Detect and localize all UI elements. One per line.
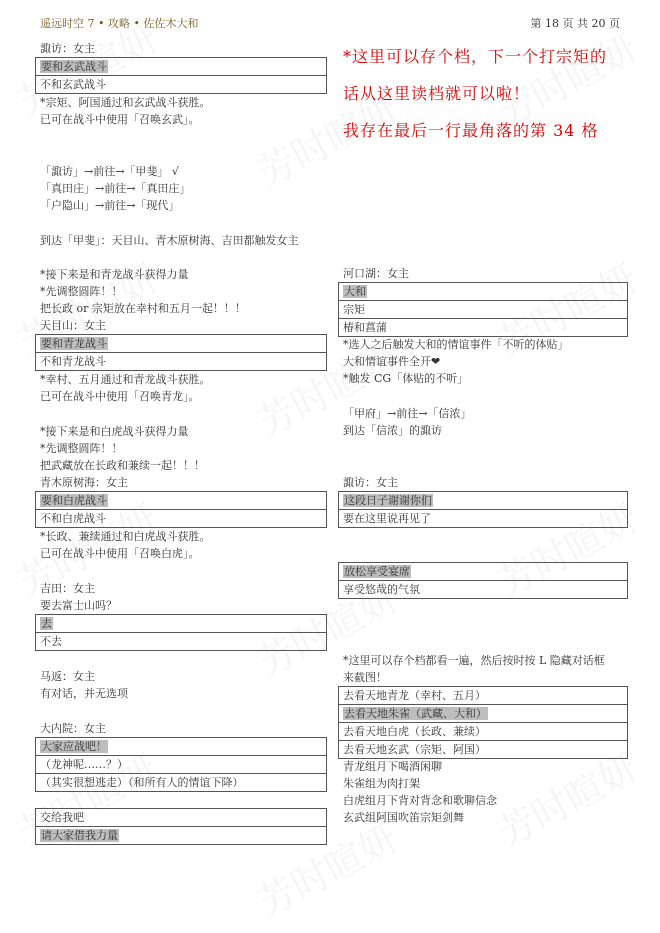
section-title: 天目山：女主 [40,319,106,332]
choice-box [338,562,628,599]
choice-option: 要和白虎战斗 [41,494,107,507]
note-text: 到达「信浓」的諏访 [343,424,442,437]
note-text: 已可在战斗中使用「召唤白虎」。 [40,547,200,560]
choice-option: 请大家借我力量 [36,826,326,844]
section-title: 吉田：女主 [40,582,95,595]
choice-box [35,737,327,792]
note-text: *宗矩、阿国通过和玄武战斗获胜。 [40,96,211,109]
choice-option: 要和青龙战斗 [41,337,107,350]
choice-option: 宗矩 [339,300,627,318]
note-text: 朱雀组为肉打架 [343,777,420,790]
page-number: 第 18 页 共 20 页 [530,17,620,30]
note-text: 已可在战斗中使用「召唤玄武」。 [40,113,200,126]
choice-option: 要和玄武战斗 [41,60,107,73]
highlight-note: *这里可以存个档，下一个打宗矩的 [343,47,608,66]
note-text: 到达「甲斐」：天目山、青木原树海、吉田都触发女主 [40,234,299,247]
choice-option: 交给我吧 [40,811,84,824]
note-text: *触发 CG「体贴的不听」 [343,372,469,385]
note-text: 来截图！ [343,671,387,684]
section-title: 諏访：女主 [343,476,398,489]
travel-step: 「户隐山」→前往→「现代」 [40,199,180,212]
note-text: *先调整圆阵！！ [40,285,123,298]
choice-option: 去看天地玄武（宗矩、阿国） [339,740,627,758]
choice-option: 不和玄武战斗 [36,75,326,93]
choice-box [35,334,327,371]
choice-box [338,491,628,528]
note-text: *长政、兼续通过和白虎战斗获胜。 [40,530,211,543]
travel-step: 「真田庄」→前往→「真田庄」 [40,182,191,195]
note-text: *先调整圆阵！！ [40,442,123,455]
section-title: 马返：女主 [40,670,95,683]
note-text: 玄武组阿国吹笛宗矩剑舞 [343,811,464,824]
note-text: 把武藏放在长政和兼续一起！！！ [40,459,205,472]
note-text: *接下来是和青龙战斗获得力量 [40,268,189,281]
choice-box [35,57,327,94]
choice-option: 不和青龙战斗 [36,352,326,370]
choice-box [338,686,628,759]
note-text: *幸村、五月通过和青龙战斗获胜。 [40,373,211,386]
note-text: 把长政 or 宗矩放在幸村和五月一起！！！ [40,302,246,315]
choice-option: 去看天地青龙（幸村、五月） [343,689,486,702]
travel-step: 「甲府」→前往→「信浓」 [343,407,472,420]
section-title: 河口湖：女主 [343,267,409,280]
note-text: 已可在战斗中使用「召唤青龙」。 [40,390,200,403]
doc-header-title: 遥远时空 7 • 攻略 • 佐佐木大和 [40,17,199,30]
section-title: 大内院：女主 [40,722,106,735]
choice-option: 去看天地朱雀（武藏、大和） [339,704,627,722]
note-text: 要去富士山吗？ [40,599,117,612]
choice-option: 不去 [36,632,326,650]
choice-box [35,614,327,651]
section-title: 諏访：女主 [40,42,95,55]
section-title: 青木原树海：女主 [40,476,128,489]
highlight-note: 我存在最后一行最角落的第 34 格 [343,121,599,140]
choice-option: （龙神呢……？） [36,755,326,773]
note-text: *选人之后触发大和的情谊事件「不听的体贴」 [343,338,569,351]
choice-option: 去看天地白虎（长政、兼续） [339,722,627,740]
choice-option: 享受悠哉的气氛 [339,580,627,598]
choice-option: 这段日子谢谢你们 [344,494,432,507]
note-text: 大和情谊事件全开❤ [343,355,441,368]
note-text: *接下来是和白虎战斗获得力量 [40,425,189,438]
highlight-note: 话从这里读档就可以啦！ [343,84,531,103]
choice-box [338,282,628,337]
choice-option: 不和白虎战斗 [36,509,326,527]
note-text: 青龙组月下喝酒闲聊 [343,760,442,773]
choice-option: （其实很想逃走）（和所有人的情谊下降） [36,773,326,791]
choice-option: 去 [41,617,52,630]
note-text: 白虎组月下背对背念和歌聊信念 [343,794,497,807]
note-text: *这里可以存个档都看一遍，然后按时按 L 隐藏对话框 [343,654,605,667]
choice-option: 大和 [344,285,366,298]
travel-step: 「諏访」→前往→「甲斐」 √ [40,165,179,178]
choice-option: 椿和菖蒲 [339,318,627,336]
choice-box [35,808,327,845]
choice-option: 要在这里说再见了 [339,509,627,527]
choice-option: 大家应战吧！ [41,740,107,753]
choice-box [35,491,327,528]
choice-option: 放松享受宴席 [344,565,410,578]
note-text: 有对话，并无选项 [40,687,128,700]
